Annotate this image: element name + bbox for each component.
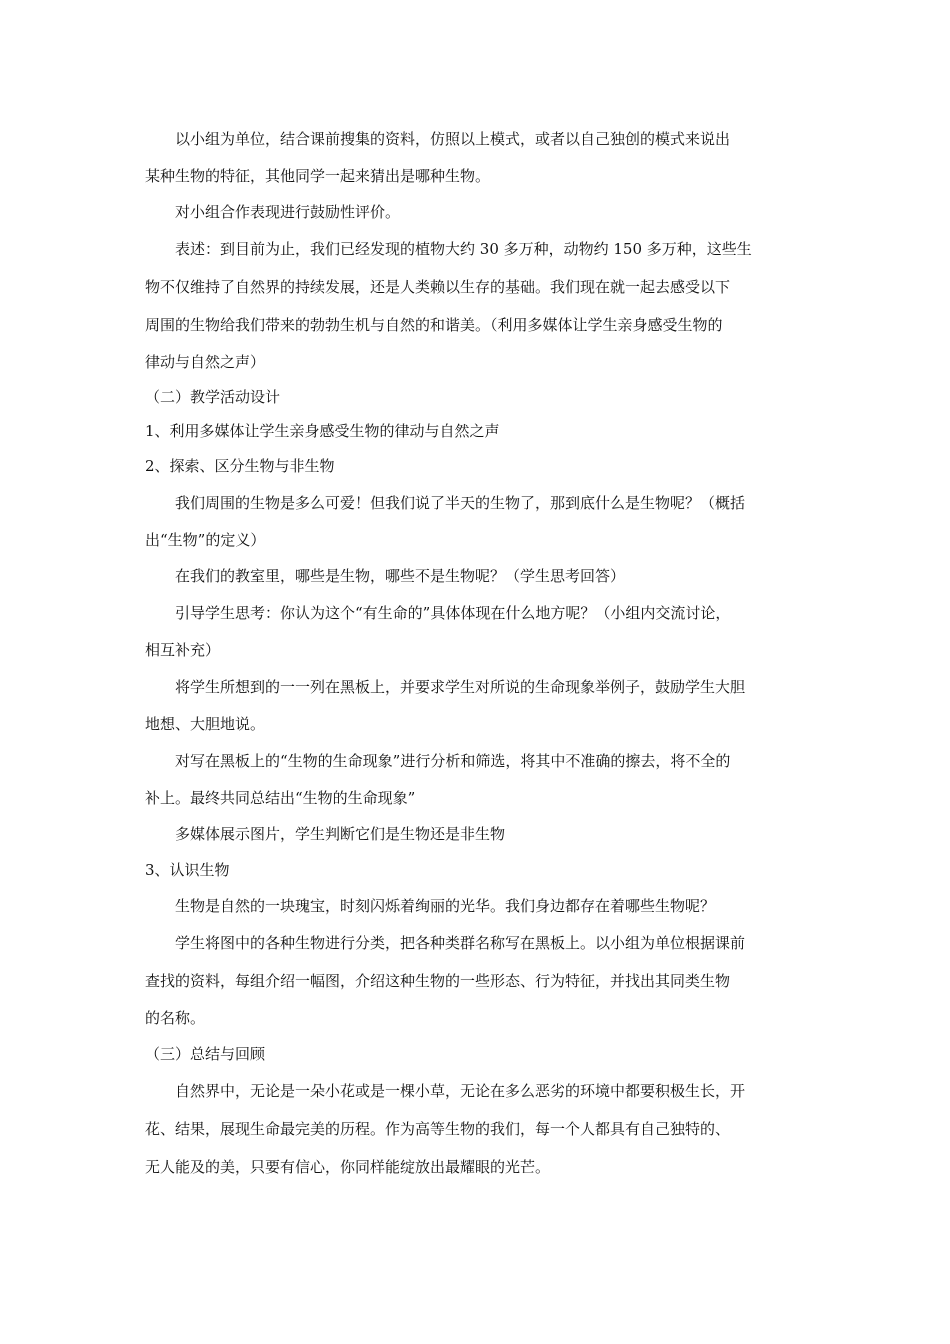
paragraph-line: 引导学生思考：你认为这个“有生命的”具体体现在什么地方呢？（小组内交流讨论， bbox=[175, 604, 731, 622]
paragraph-line: 周围的生物给我们带来的勃勃生机与自然的和谐美。（利用多媒体让学生亲身感受生物的 bbox=[145, 316, 723, 334]
paragraph-line: 律动与自然之声） bbox=[145, 353, 266, 371]
paragraph-line: 无人能及的美，只要有信心，你同样能绽放出最耀眼的光芒。 bbox=[145, 1158, 551, 1176]
paragraph-line: 生物是自然的一块瑰宝，时刻闪烁着绚丽的光华。我们身边都存在着哪些生物呢？ bbox=[175, 897, 716, 915]
paragraph-line: 学生将图中的各种生物进行分类，把各种类群名称写在黑板上。以小组为单位根据课前 bbox=[175, 934, 746, 952]
document-body bbox=[145, 120, 810, 1186]
paragraph-line: 多媒体展示图片，学生判断它们是生物还是非生物 bbox=[175, 825, 506, 843]
section-heading: （三）总结与回顾 bbox=[145, 1045, 266, 1063]
paragraph-line: 的名称。 bbox=[145, 1009, 206, 1027]
paragraph-line: 物不仅维持了自然界的持续发展，还是人类赖以生存的基础。我们现在就一起去感受以下 bbox=[145, 278, 731, 296]
paragraph-line: 出“生物”的定义） bbox=[145, 531, 266, 549]
paragraph-line: 对写在黑板上的“生物的生命现象”进行分析和筛选，将其中不准确的擦去，将不全的 bbox=[175, 752, 731, 770]
paragraph-line: 相互补充） bbox=[145, 641, 221, 659]
paragraph-line: 查找的资料，每组介绍一幅图，介绍这种生物的一些形态、行为特征，并找出其同类生物 bbox=[145, 972, 731, 990]
paragraph-line: 在我们的教室里，哪些是生物，哪些不是生物呢？（学生思考回答） bbox=[175, 567, 626, 585]
list-item: 3、认识生物 bbox=[145, 861, 230, 879]
paragraph-line: 某种生物的特征，其他同学一起来猜出是哪种生物。 bbox=[145, 167, 491, 185]
section-heading: （二）教学活动设计 bbox=[145, 388, 281, 406]
paragraph-line: 将学生所想到的一一列在黑板上，并要求学生对所说的生命现象举例子，鼓励学生大胆 bbox=[175, 678, 746, 696]
paragraph-line: 花、结果，展现生命最完美的历程。作为高等生物的我们，每一个人都具有自己独特的、 bbox=[145, 1120, 731, 1138]
paragraph-line: 地想、大胆地说。 bbox=[145, 715, 266, 733]
paragraph-line: 补上。最终共同总结出“生物的生命现象” bbox=[145, 789, 416, 807]
paragraph-line: 对小组合作表现进行鼓励性评价。 bbox=[175, 203, 401, 221]
paragraph-line: 我们周围的生物是多么可爱！但我们说了半天的生物了，那到底什么是生物呢？（概括 bbox=[175, 494, 746, 512]
paragraph-line: 表述：到目前为止，我们已经发现的植物大约 30 多万种，动物约 150 多万种，这些生 bbox=[175, 240, 752, 258]
paragraph-line: 自然界中，无论是一朵小花或是一棵小草，无论在多么恶劣的环境中都要积极生长，开 bbox=[175, 1082, 746, 1100]
list-item: 1、利用多媒体让学生亲身感受生物的律动与自然之声 bbox=[145, 422, 500, 440]
paragraph-line: 以小组为单位，结合课前搜集的资料，仿照以上模式，或者以自己独创的模式来说出 bbox=[175, 130, 731, 148]
list-item: 2、探索、区分生物与非生物 bbox=[145, 457, 335, 475]
